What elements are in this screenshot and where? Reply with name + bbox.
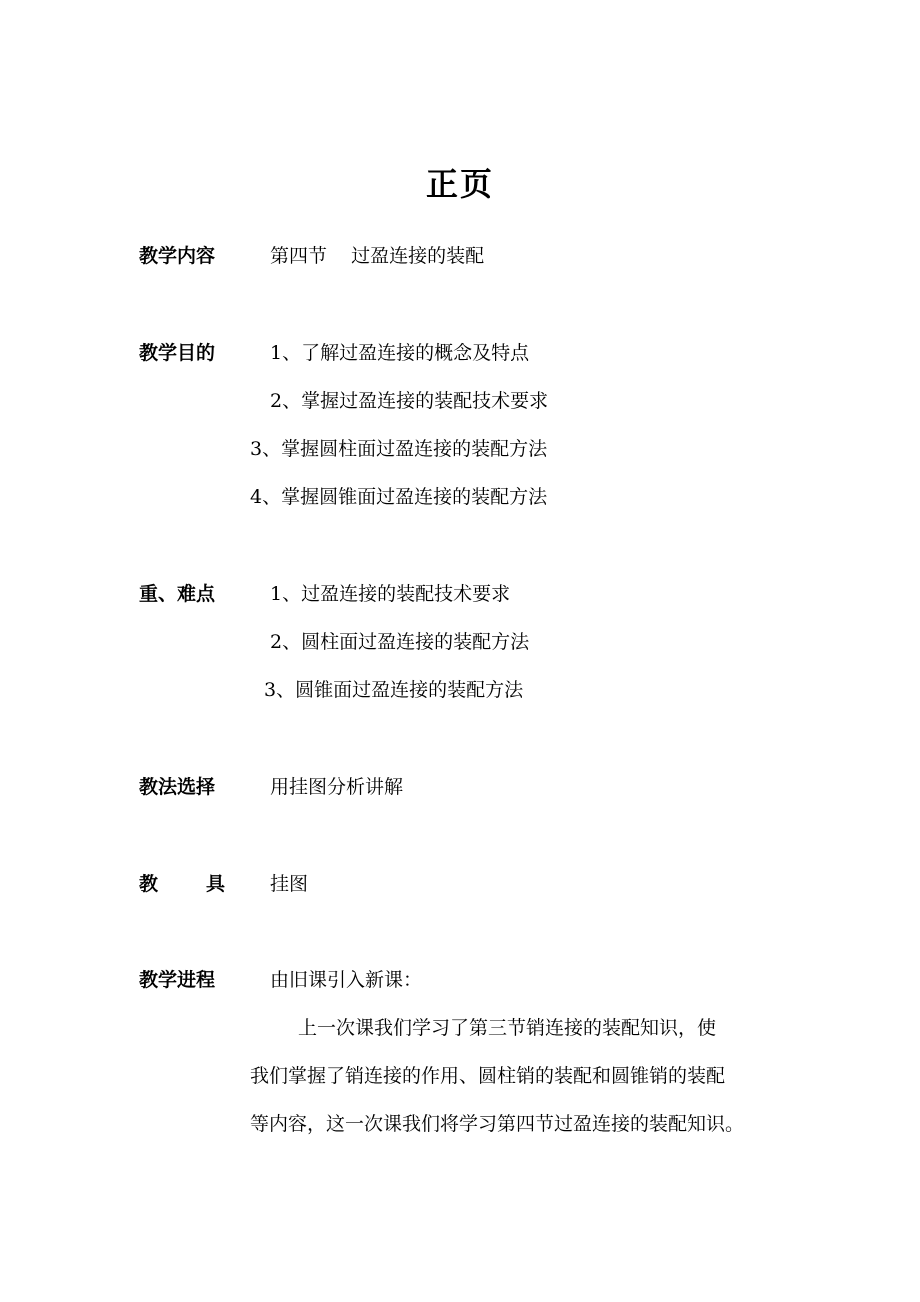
- process-paragraph-line: 等内容，这一次课我们将学习第四节过盈连接的装配知识。: [250, 1113, 745, 1135]
- key-point-item: 3、圆锥面过盈连接的装配方法: [264, 679, 524, 701]
- tools-label-char: 教: [139, 873, 159, 895]
- process-paragraph-line: 上一次课我们学习了第三节销连接的装配知识，使: [298, 1017, 717, 1039]
- process-paragraph-line: 我们掌握了销连接的作用、圆柱销的装配和圆锥销的装配: [250, 1065, 726, 1087]
- process-label: 教学进程: [139, 969, 216, 991]
- tools-label-char: 具: [205, 873, 225, 895]
- page-title: 正页: [425, 165, 494, 203]
- objective-item: 3、掌握圆柱面过盈连接的装配方法: [250, 438, 548, 460]
- key-point-item: 2、圆柱面过盈连接的装配方法: [270, 631, 530, 653]
- method-value: 用挂图分析讲解: [270, 776, 404, 798]
- objectives-label: 教学目的: [139, 342, 216, 364]
- method-label: 教法选择: [139, 776, 216, 798]
- tools-label: [139, 871, 225, 897]
- objective-item: 1、了解过盈连接的概念及特点: [270, 342, 530, 364]
- content-label: 教学内容: [139, 245, 216, 267]
- tools-value: 挂图: [270, 873, 309, 895]
- key-points-label: 重、难点: [139, 583, 216, 605]
- objective-item: 2、掌握过盈连接的装配技术要求: [270, 390, 549, 412]
- objective-item: 4、掌握圆锥面过盈连接的装配方法: [250, 486, 548, 508]
- process-intro: 由旧课引入新课：: [270, 969, 423, 991]
- key-point-item: 1、过盈连接的装配技术要求: [270, 583, 511, 605]
- content-value: 第四节 过盈连接的装配: [270, 245, 485, 267]
